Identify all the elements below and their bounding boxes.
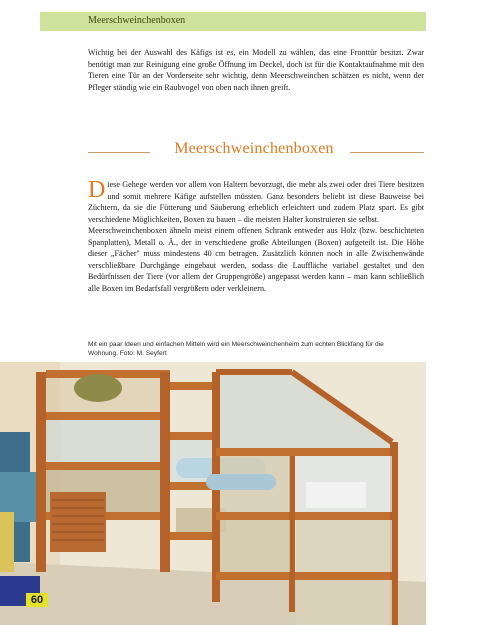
- paragraph-1-text: iese Gehege werden vor allem von Haltern bevorzugt, die mehr als zwei oder drei Tiere besitzen und somit mehrere Käfige aufstellen müssten. Ganz besonders beliebt ist diese Bauweise bei Züchtern, da sie die Fütterung und Säuberung erheblich erleichtert und zudem Platz spart. Es gibt verschiedene Möglichkeiten, Boxen zu bauen – die meisten Halter konstruieren sie selbst.: [88, 180, 424, 224]
- intro-paragraph: Wichtig bei der Auswahl des Käfigs ist es, ein Modell zu wählen, das eine Fronttür besitzt. Zwar benötigt man zur Reinigung eine große Öffnung im Deckel, doch ist für die Kontaktaufnahme mit den Tieren eine Tür an der Vorderseite sehr wichtig, denn Meerschweinchen schätzen es nicht, wenn der Pfleger ständig wie ein Raubvogel von oben nach ihnen greift.: [88, 48, 424, 92]
- section-title: Meerschweinchenboxen: [174, 140, 334, 157]
- enclosure-illustration: [0, 362, 426, 625]
- photo-caption: Mit ein paar Ideen und einfachen Mitteln wird ein Meerschweinchenheim zum echten Blickfang für die Wohnung. Foto: M. Seyfert: [88, 341, 384, 357]
- heading-rule-right: [350, 152, 424, 153]
- paragraph-2: Meerschweinchenboxen ähneln meist einem offenen Schrank entweder aus Holz (bzw. beschichteten Spanplatten), Metall o. Ä., der in verschiedene große Abteilungen (Boxen) aufgeteilt ist. Die Höhe dieser „Fächer" muss mindestens 40 cm betragen. Zusätzlich können noch in alle Zwischenwände verschließbare Durchgänge eingebaut werden, sodass die Lauffläche variabel gestaltet und den Bedürfnissen der Tiere (vor allem der Gruppengröße) angepasst werden kann – man kann schließlich alle Boxen im Bedarfsfall vergrößern oder verkleinern.: [88, 226, 424, 293]
- page-number: 60: [26, 593, 48, 607]
- body-text: [88, 179, 424, 294]
- dropcap: D: [88, 177, 106, 203]
- heading-rule-left: [88, 152, 150, 153]
- paragraph-1: [88, 179, 424, 225]
- running-header: [40, 12, 426, 31]
- guinea-pig-enclosure-photo: [0, 362, 426, 625]
- running-title: Meerschweinchenboxen: [88, 15, 186, 26]
